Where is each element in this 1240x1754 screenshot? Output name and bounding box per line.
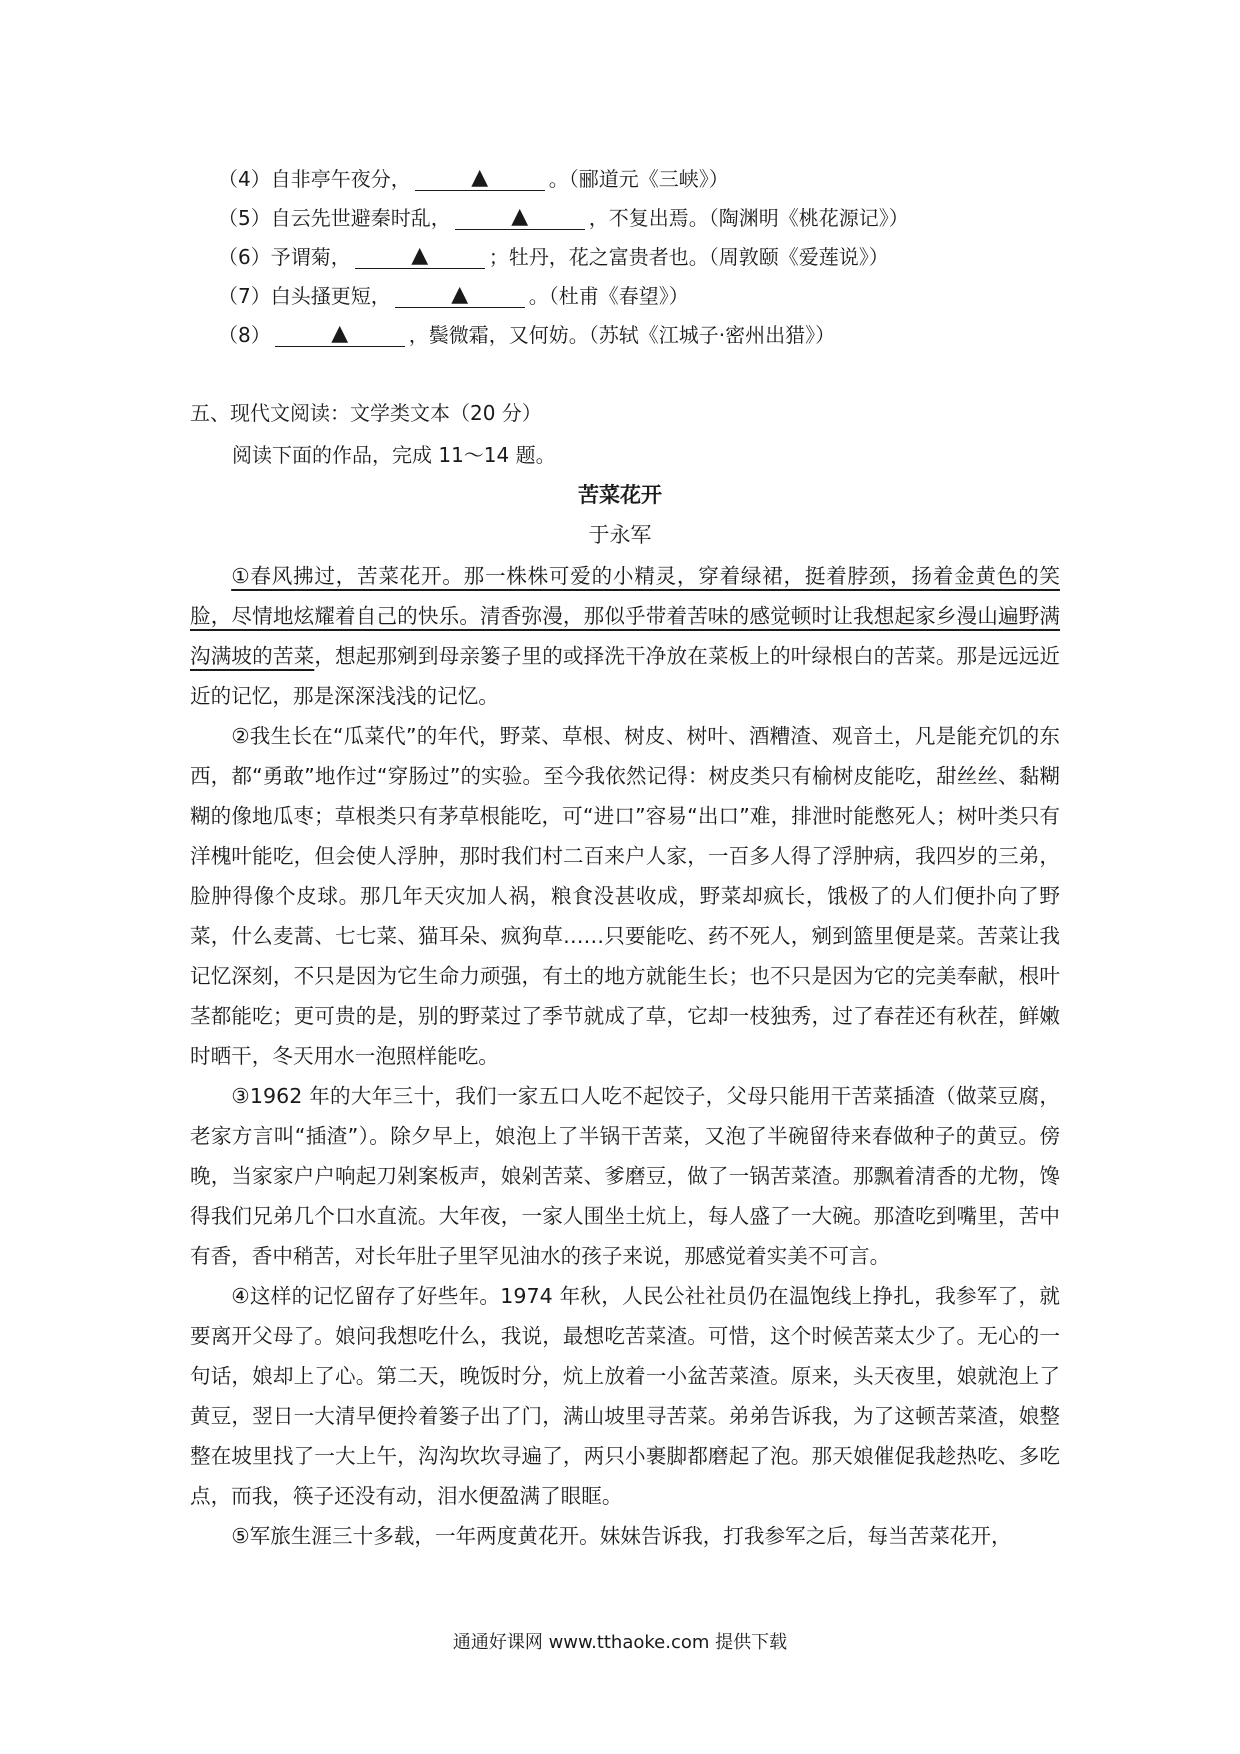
item-number: （8） — [218, 323, 271, 347]
item-text-after: ，不复出焉。（陶渊明《桃花源记》） — [588, 206, 909, 230]
triangle-marker-icon: ▲ — [451, 282, 469, 307]
item-number: （4） — [218, 167, 271, 191]
item-text-after: ，鬓微霜，又何妨。（苏轼《江城子·密州出猎》） — [408, 323, 836, 347]
item-number: （7） — [218, 284, 271, 308]
fill-in-item — [218, 160, 1118, 199]
answer-blank[interactable] — [355, 244, 485, 269]
triangle-marker-icon: ▲ — [511, 204, 529, 229]
paragraph-2: ②我生长在“瓜菜代”的年代，野菜、草根、树皮、树叶、酒糟渣、观音土，凡是能充饥的东西，都“勇敢”地作过“穿肠过”的实验。至今我依然记得：树皮类只有榆树皮能吃，甜丝丝、黏糊糊的像地瓜枣；草根类只有茅草根能吃，可“进口”容易“出口”难，排泄时能憋死人；树叶类只有洋槐叶能吃，但会使人浮肿，那时我们村二百来户人家，一百多人得了浮肿病，我四岁的三弟，脸肿得像个皮球。那几年天灾加人祸，粮食没甚收成，野菜却疯长，饿极了的人们便扑向了野菜，什么麦蒿、七七菜、猫耳朵、疯狗草……只要能吃、药不死人，剜到篮里便是菜。苦菜让我记忆深刻，不只是因为它生命力顽强，有土的地方就能生长；也不只是因为它的完美奉献，根叶茎都能吃；更可贵的是，别的野菜过了季节就成了草，它却一枝独秀，过了春茬还有秋茬，鲜嫩时晒干，冬天用水一泡照样能吃。 — [190, 724, 1060, 1068]
item-text-before: 自非亭午夜分， — [270, 167, 411, 191]
section-heading: 五、现代文阅读：文学类文本（20 分） — [190, 401, 542, 425]
fill-in-item — [218, 238, 1118, 277]
triangle-marker-icon: ▲ — [471, 165, 489, 190]
answer-blank[interactable] — [415, 166, 545, 191]
item-text-before: 予谓菊， — [270, 245, 351, 269]
answer-blank[interactable] — [275, 322, 405, 347]
paragraph-4: ④这样的记忆留存了好些年。1974 年秋，人民公社社员仍在温饱线上挣扎，我参军了，就要离开父母了。娘问我想吃什么，我说，最想吃苦菜渣。可惜，这个时候苦菜太少了。无心的一句话，娘却上了心。第二天，晚饭时分，炕上放着一小盆苦菜渣。原来，头天夜里，娘就泡上了黄豆，翌日一大清早便拎着篓子出了门，满山坡里寻苦菜。弟弟告诉我，为了这顿苦菜渣，娘整整在坡里找了一大上午，沟沟坎坎寻遍了，两只小裹脚都磨起了泡。那天娘催促我趁热吃、多吃点，而我，筷子还没有动，泪水便盈满了眼眶。 — [190, 1284, 1060, 1508]
reading-instruction: 阅读下面的作品，完成 11～14 题。 — [232, 443, 556, 467]
answer-blank[interactable] — [455, 205, 585, 230]
essay-title: 苦菜花开 — [578, 483, 662, 507]
paragraph-1 — [190, 556, 1060, 716]
item-text-after: ；牡丹，花之富贵者也。（周敦颐《爱莲说》） — [488, 245, 889, 269]
page-footer: 通通好课网 www.tthaoke.com 提供下载 — [452, 1632, 788, 1653]
fill-in-item — [218, 277, 1118, 316]
item-number: （6） — [218, 245, 271, 269]
item-text-after: 。（郦道元《三峡》） — [548, 167, 729, 191]
answer-blank[interactable] — [395, 283, 525, 308]
triangle-marker-icon: ▲ — [331, 321, 349, 346]
item-text-before: 白头搔更短， — [270, 284, 391, 308]
paragraph-5: ⑤军旅生涯三十多载，一年两度黄花开。妹妹告诉我，打我参军之后，每当苦菜花开， — [231, 1524, 1012, 1548]
essay-author: 于永军 — [588, 523, 652, 547]
fill-in-item — [218, 316, 1118, 355]
fill-in-item — [218, 199, 1118, 238]
paragraph-3: ③1962 年的大年三十，我们一家五口人吃不起饺子，父母只能用干苦菜插渣（做菜豆腐，老家方言叫“插渣”）。除夕早上，娘泡上了半锅干苦菜，又泡了半碗留待来春做种子的黄豆。傍晚，当家家户户响起刀剁案板声，娘剁苦菜、爹磨豆，做了一锅苦菜渣。那飘着清香的尤物，馋得我们兄弟几个口水直流。大年夜，一家人围坐土炕上，每人盛了一大碗。那渣吃到嘴里，苦中有香，香中稍苦，对长年肚子里罕见油水的孩子来说，那感觉着实美不可言。 — [190, 1084, 1060, 1268]
triangle-marker-icon: ▲ — [411, 243, 429, 268]
fill-in-list — [218, 160, 1118, 355]
item-text-before: 自云先世避秦时乱， — [270, 206, 451, 230]
item-number: （5） — [218, 206, 271, 230]
essay-body — [190, 556, 1060, 1556]
paragraph-1-rest: ，想起那剜到母亲篓子里的或择洗干净放在菜板上的叶绿根白的苦菜。那是远远近近的记忆，那是深深浅浅的记忆。 — [190, 644, 1061, 708]
item-text-after: 。（杜甫《春望》） — [528, 284, 689, 308]
underlined-passage: ①春风拂过，苦菜花开。那一株株可爱的小精灵，穿着绿裙，挺着脖颈，扬着金黄色的笑脸，尽情地炫耀着自己的快乐。清香弥漫，那似乎带着苦味的感觉顿时让我想起家乡漫山遍野满沟满坡的苦菜 — [190, 564, 1060, 668]
